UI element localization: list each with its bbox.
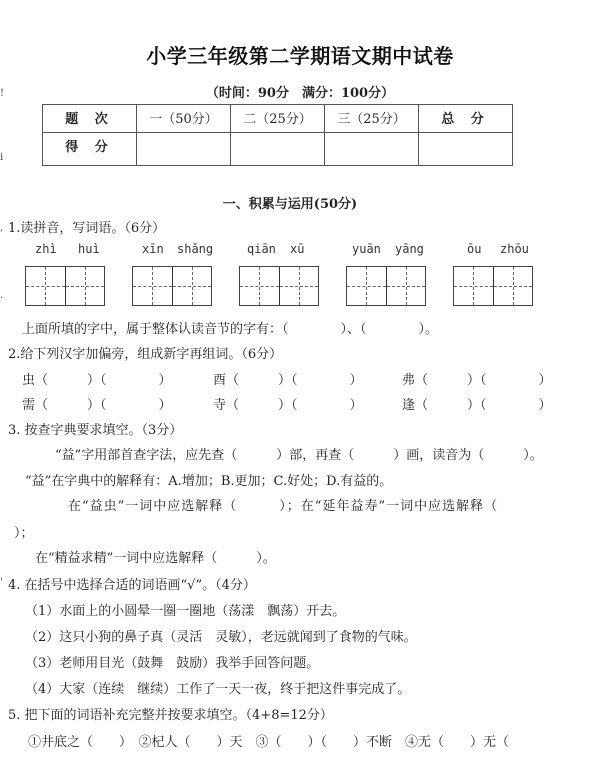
writing-grid[interactable] [346, 266, 426, 306]
pinyin: xīn [142, 242, 164, 256]
writing-grid[interactable] [453, 266, 533, 306]
writing-grid[interactable] [25, 266, 105, 306]
score-table-cell: 二（25分） [231, 105, 325, 133]
score-input-cell[interactable] [325, 133, 419, 166]
radical-item[interactable]: 需（ ）（ ） [22, 398, 172, 413]
margin-mark: ! [0, 88, 5, 99]
margin-mark: . [0, 290, 4, 301]
pinyin: ōu [467, 242, 482, 256]
score-input-cell[interactable] [419, 133, 513, 166]
pinyin: zhì [35, 242, 57, 256]
question-3-line: “益”在字典中的解释有：A.增加；B.更加；C.好处；D.有益的。 [25, 474, 393, 489]
question-3-line: ）； [14, 526, 34, 541]
pinyin: huì [78, 242, 100, 256]
idiom-fill-line[interactable]: ①井底之（ ） ②杞人（ ）天 ③（ ）（ ）不断 ④无（ ）无（ [28, 735, 510, 750]
question-3-line: “益”字用部首查字法，应先查（ ）部，再查（ ）画，读音为（ ）。 [55, 448, 543, 463]
pinyin: zhōu [500, 242, 529, 256]
pinyin: qiān [247, 242, 276, 256]
section-heading: 一、积累与运用(50分) [222, 197, 358, 212]
pinyin: shǎng [177, 242, 214, 256]
radical-item[interactable]: 虫（ ）（ ） [22, 373, 172, 388]
score-table-header-row [43, 105, 513, 133]
margin-mark: i [0, 152, 4, 163]
radical-item[interactable]: 寺（ ）（ ） [213, 398, 363, 413]
choice-sentence[interactable]: （1）水面上的小圆晕一圈一圈地（荡漾 飘荡）开去。 [25, 604, 346, 619]
margin-mark: ' [0, 577, 3, 588]
score-table [42, 104, 513, 166]
page-title: 小学三年级第二学期语文期中试卷 [146, 44, 454, 68]
score-table-score-row [43, 133, 513, 166]
margin-mark: , [0, 222, 4, 233]
pinyin: xū [290, 242, 305, 256]
choice-sentence[interactable]: （4）大家（连续 继续）工作了一天一夜，终于把这件事完成了。 [25, 682, 411, 697]
writing-grid[interactable] [239, 266, 319, 306]
question-3-title: 3. 按查字典要求填空。（3分） [8, 423, 183, 438]
score-input-cell[interactable] [231, 133, 325, 166]
choice-sentence[interactable]: （3）老师用目光（鼓舞 鼓励）我举手回答问题。 [25, 656, 320, 671]
score-input-cell[interactable] [137, 133, 231, 166]
question-4-title: 4. 在括号中选择合适的词语画“√”。（4分） [8, 578, 256, 593]
question-5-title: 5. 把下面的词语补充完整并按要求填空。（4+8=12分） [8, 708, 333, 723]
question-3-line: 在“益虫”一词中应选解释（ ）；在“延年益寿”一词中应选解释（ [68, 499, 499, 514]
writing-grid[interactable] [132, 266, 212, 306]
exam-info: （时间：90分 满分：100分） [205, 86, 395, 101]
question-1-followup: 上面所填的字中，属于整体认读音节的字有：（ ）、（ ）。 [22, 322, 439, 337]
score-table-cell: 总 分 [419, 105, 513, 133]
question-1-title: 1.读拼音，写词语。（6分） [8, 221, 166, 236]
question-3-line: 在“精益求精”一词中应选解释（ ）。 [35, 551, 276, 566]
radical-item[interactable]: 弗（ ）（ ） [402, 373, 552, 388]
choice-sentence[interactable]: （2）这只小狗的鼻子真（灵活 灵敏），老远就闻到了食物的气味。 [25, 630, 417, 645]
pinyin: yāng [395, 242, 424, 256]
score-table-cell: 一（50分） [137, 105, 231, 133]
radical-item[interactable]: 酉（ ）（ ） [213, 373, 363, 388]
score-table-cell: 题 次 [43, 105, 137, 133]
score-table-cell: 三（25分） [325, 105, 419, 133]
radical-item[interactable]: 逢（ ）（ ） [402, 398, 552, 413]
pinyin: yuān [352, 242, 381, 256]
question-2-title: 2.给下列汉字加偏旁，组成新字再组词。（6分） [8, 347, 283, 362]
score-table-cell: 得 分 [43, 133, 137, 166]
